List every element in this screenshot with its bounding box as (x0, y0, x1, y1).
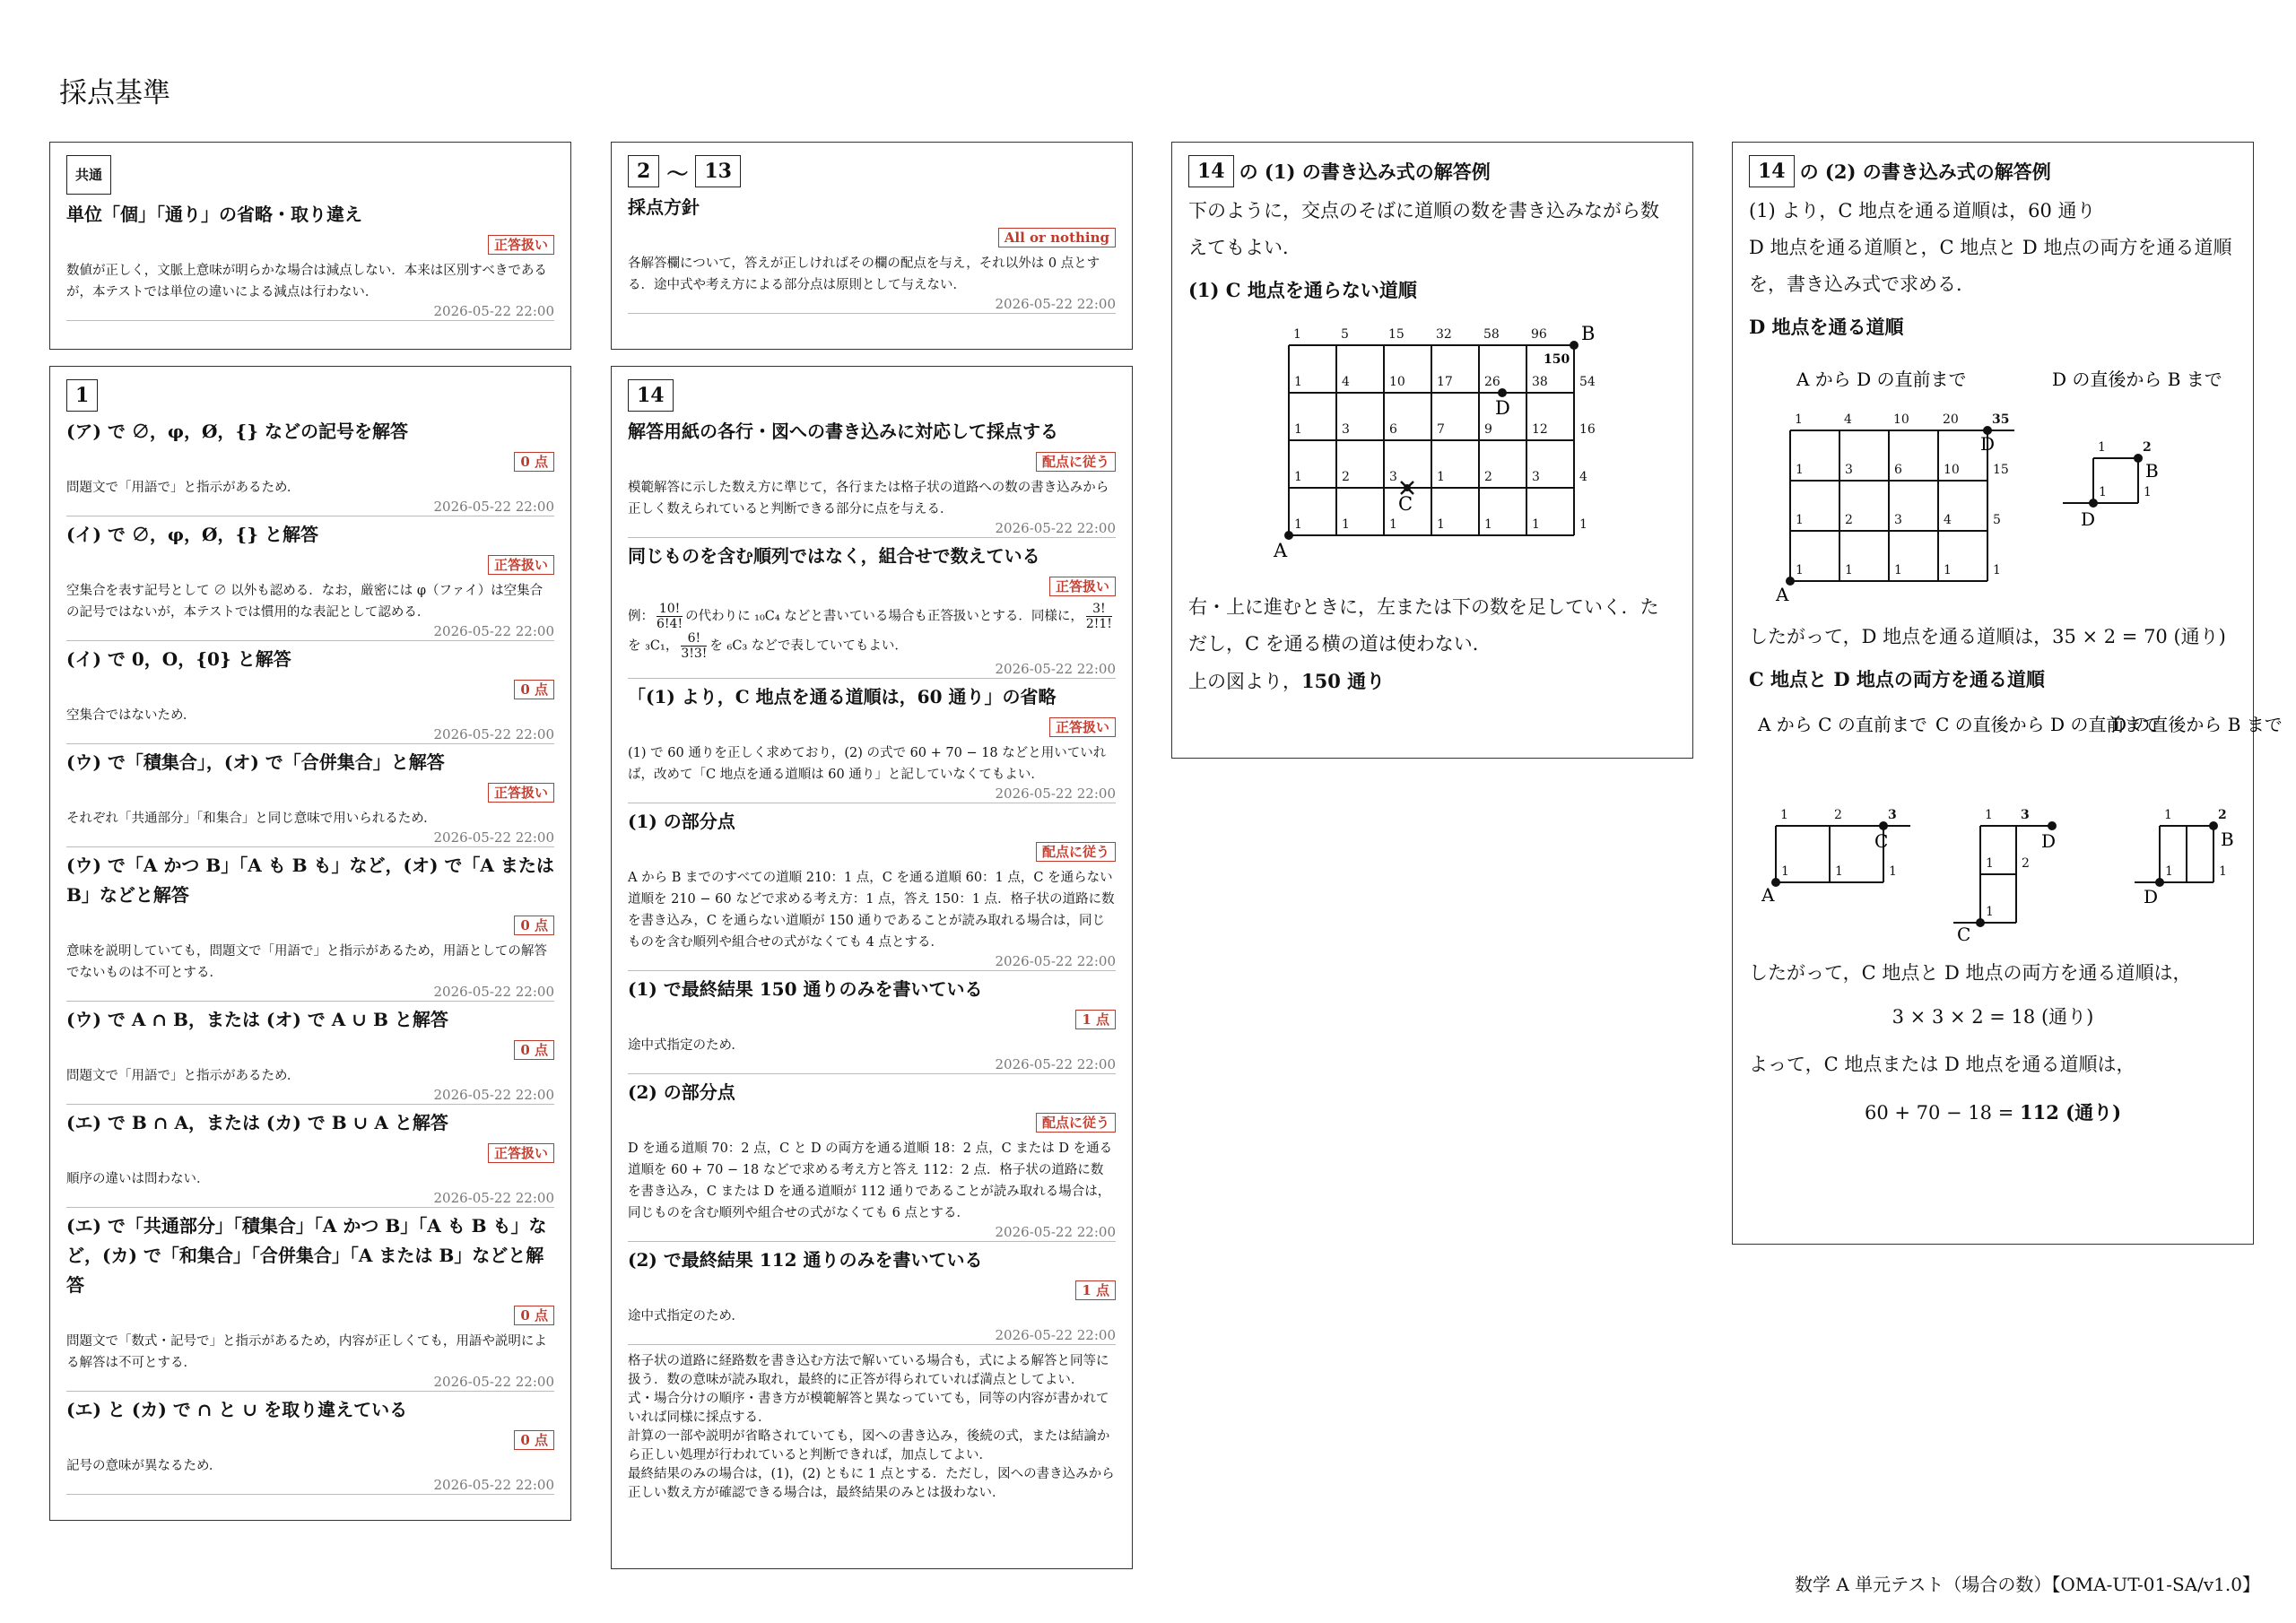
grid-value: 1 (1985, 808, 1993, 822)
caption: A から D の直前まで (1796, 369, 1967, 390)
fraction (681, 631, 707, 661)
question-number: 14 (628, 379, 674, 412)
range-card (611, 142, 1133, 350)
label-d: D (2041, 830, 2057, 852)
numerator: 3! (1086, 602, 1112, 617)
example-intro: 下のように，交点のそばに道順の数を書き込みながら数えてもよい． (1188, 200, 1659, 258)
grid-value: 2 (1834, 808, 1842, 822)
note-text: を ₃C₁， (628, 638, 679, 654)
badge-row (66, 555, 554, 575)
criterion-note: 空集合ではないため． (66, 708, 196, 723)
timestamp: 2026-05-22 22:00 (66, 499, 554, 516)
grid-value: 4 (1844, 412, 1852, 427)
example-result: したがって，C 地点と D 地点の両方を通る道順は， (1749, 962, 2192, 984)
status-badge: 配点に従う (1036, 842, 1116, 862)
question-number: 13 (695, 155, 741, 187)
label-a: A (1761, 884, 1775, 906)
footer-id: 数学 A 単元テスト（場合の数）【OMA-UT-01-SA/v1.0】 (1794, 1574, 2260, 1595)
criterion-title: (ウ) で「積集合」，(オ) で「合併集合」と解答 (66, 751, 445, 773)
grid-value: 1 (1986, 905, 1994, 919)
grid-diagram-cd (1749, 699, 2283, 945)
criterion-note: 空集合を表す記号として ∅ 以外も認める．なお，厳密には φ（ファイ）は空集合の記号ではないが，本テストでは慣用的な表記として認める． (66, 584, 544, 620)
criterion-title: (ウ) で「A かつ B」「A も B も」など，(オ) で「A または B」などと解答 (66, 855, 554, 906)
grid-value: 1 (1835, 864, 1843, 879)
criterion-title: (イ) で 0，O，{0} と解答 (66, 648, 291, 670)
criterion-title: (ウ) で A ∩ B，または (オ) で A ∪ B と解答 (66, 1009, 448, 1030)
q14-card (611, 366, 1133, 1569)
timestamp: 2026-05-22 22:00 (66, 303, 554, 321)
label-c: C (1957, 924, 1971, 945)
badge-row (66, 1143, 554, 1163)
criterion-note: 記号の意味が異なるため． (66, 1459, 222, 1473)
label-c: C (1398, 493, 1413, 515)
criterion-title: (エ) で B ∩ A，または (カ) で B ∪ A と解答 (66, 1112, 448, 1133)
range-note: 各解答欄について，答えが正しければその欄の配点を与え，それ以外は 0 点とする．途中式や考え方による部分点は原則として与えない． (628, 256, 1100, 292)
numerator: 10! (657, 602, 683, 617)
common-card (49, 142, 571, 350)
grid-value: 5 (1993, 513, 2001, 527)
criterion-title: 同じものを含む順列ではなく，組合せで数えている (628, 545, 1040, 567)
badge-row (628, 452, 1116, 472)
range-title: 採点方針 (628, 196, 700, 218)
timestamp: 2026-05-22 22:00 (66, 1190, 554, 1208)
timestamp: 2026-05-22 22:00 (628, 785, 1116, 803)
timestamp: 2026-05-22 22:00 (66, 1374, 554, 1392)
range-tilde: 〜 (666, 160, 689, 187)
example-result: したがって，D 地点を通る道順は，35 × 2 = 70 (通り) (1749, 626, 2226, 647)
grid-value: 4 (1944, 513, 1952, 527)
criterion-note: 意味を説明していても，問題文で「用語で」と指示があるため，用語としての解答でないものは不可とする． (66, 944, 547, 980)
grid-value: 1 (1389, 517, 1397, 532)
timestamp: 2026-05-22 22:00 (628, 1224, 1116, 1242)
denominator: 2!1! (1085, 617, 1112, 631)
grid-value: 1 (1579, 517, 1587, 532)
grid-value: 3 (1342, 422, 1350, 437)
grid-value: 15 (1388, 327, 1405, 342)
criterion-note: D を通る道順 70：2 点，C と D の両方を通る道順 18：2 点，C または D を通る道順を 60 + 70 − 18 などで求める考え方と答え 112：2 点．格子状の道路に数を書き込み，C または D を通る道順が 112 通りであることが読み取れる場合は，同じものを含む順列や組合せの式がなくても 6 点とする． (628, 1141, 1113, 1220)
badge-row (66, 1040, 554, 1060)
example-result: よって，C 地点または D 地点を通る道順は， (1749, 1054, 2135, 1075)
grid-value: 38 (1532, 375, 1548, 389)
grid-value: 1 (1437, 470, 1445, 484)
grid-value: 3 (1888, 808, 1897, 822)
grid-value: 10 (1893, 412, 1909, 427)
grid-value: 1 (2164, 808, 2172, 822)
numerator: 6! (681, 631, 707, 647)
criterion-title: (2) の部分点 (628, 1081, 735, 1103)
timestamp: 2026-05-22 22:00 (66, 623, 554, 641)
badge-row (628, 577, 1116, 596)
corner-value: 150 (1544, 352, 1570, 367)
grid-value: 1 (1796, 513, 1804, 527)
grid-value: 1 (1986, 856, 1994, 871)
status-badge: 正答扱い (488, 555, 554, 575)
point-b (1570, 341, 1578, 350)
example-subheading: C 地点と D 地点の両方を通る道順 (1749, 668, 2045, 690)
grid-value: 2 (1342, 470, 1350, 484)
timestamp: 2026-05-22 22:00 (628, 520, 1116, 538)
grid-value: 1 (1781, 864, 1789, 879)
grid-value: 1 (1293, 327, 1301, 342)
question-number: 14 (1188, 155, 1234, 187)
badge-row (628, 1113, 1116, 1133)
status-badge: 正答扱い (1049, 717, 1116, 737)
status-badge: 0 点 (514, 1430, 554, 1450)
point-c (1404, 484, 1411, 491)
example-subheading: D 地点を通る道順 (1749, 316, 1904, 338)
criterion-note: 順序の違いは問わない． (66, 1172, 210, 1186)
criterion-title: 解答用紙の各行・図への書き込みに対応して採点する (628, 421, 1058, 442)
grid-value: 9 (1484, 422, 1492, 437)
grid-value: 1 (2099, 485, 2107, 499)
q1-card (49, 366, 571, 1521)
label-d: D (1495, 397, 1510, 419)
example-1-card (1171, 142, 1693, 759)
criterion-note: それぞれ「共通部分」「和集合」と同じ意味で用いられるため． (66, 812, 437, 826)
label-b: B (2221, 829, 2234, 850)
grid-value: 1 (1294, 517, 1302, 532)
grid-value: 1 (1780, 808, 1788, 822)
criterion-note: 途中式指定のため． (628, 1038, 744, 1053)
grid-value: 2 (2022, 856, 2030, 871)
example-2-card (1732, 142, 2283, 1245)
criterion-note: 問題文で「用語で」と指示があるため． (66, 481, 300, 495)
example-heading: の (2) の書き込み式の解答例 (1799, 161, 2051, 183)
label-a: A (1274, 540, 1288, 561)
grid-value: 7 (1437, 422, 1445, 437)
grid-value: 1 (1944, 563, 1952, 577)
grid-value: 2 (2218, 808, 2227, 822)
criterion-title: (1) で最終結果 150 通りのみを書いている (628, 978, 983, 1000)
grid-value: 1 (1532, 517, 1540, 532)
status-badge: 0 点 (514, 1306, 554, 1325)
trailing-note: 式・場合分けの順序・書き方が模範解答と異なっていても，同等の内容が書かれていれば同様に採点する． (628, 1392, 1109, 1425)
timestamp: 2026-05-22 22:00 (66, 726, 554, 744)
criterion-title: 「(1) より，C 地点を通る道順は，60 通り」の省略 (628, 686, 1057, 707)
grid-value: 17 (1437, 375, 1453, 389)
trailing-note: 計算の一部や説明が省略されていても，図への書き込み，後続の式，または結論から正しい処理が行われていると判断できれば，加点してよい． (628, 1429, 1110, 1462)
grid-value: 58 (1483, 327, 1500, 342)
grid-value: 1 (1484, 517, 1492, 532)
timestamp: 2026-05-22 22:00 (66, 1477, 554, 1495)
caption: D の直後から B まで (2112, 714, 2283, 735)
common-note: 数値が正しく，文脈上意味が明らかな場合は減点しない．本来は区別すべきであるが，本テストでは単位の違いによる減点は行わない． (66, 264, 547, 299)
example-subheading: (1) C 地点を通らない道順 (1188, 279, 1417, 301)
badge-row (66, 1306, 554, 1325)
grid-value: 2 (1845, 513, 1853, 527)
criterion-note: A から B までのすべての道順 210：1 点，C を通る道順 60：1 点，C を通らない道順を 210 − 60 などで求める考え方：1 点，答え 150：1 点．格子状の道路に数を書き込み，C を通らない道順が 150 通りであることが読み取れる場合は，同じものを含む順列や組合せの式がなくても 4 点とする． (628, 871, 1115, 950)
grid-value: 2 (1484, 470, 1492, 484)
badge-row (628, 1010, 1116, 1029)
grid-value: 1 (1889, 864, 1897, 879)
trailing-note: 格子状の道路に経路数を書き込む方法で解いている場合も，式による解答と同等に扱う．数の意味が読み取れ，最終的に正答が得られていれば満点としてよい． (628, 1354, 1109, 1387)
question-number: 14 (1749, 155, 1795, 187)
criterion-note (628, 602, 1116, 661)
criterion-title: (ア) で ∅，φ，Ø，{} などの記号を解答 (66, 421, 409, 442)
grid-value: 3 (1894, 513, 1902, 527)
badge-row (66, 1430, 554, 1450)
example-result: 上の図より，150 通り (1188, 670, 1386, 692)
grid-diagram-d (1749, 346, 2239, 605)
note-text: を ₆C₃ などで表していてもよい． (709, 638, 908, 654)
grid-value: 1 (1845, 563, 1853, 577)
caption: A から C の直前まで (1758, 714, 1927, 735)
question-number: 1 (66, 379, 98, 412)
fraction (1086, 602, 1112, 631)
grid-value: 1 (2219, 864, 2227, 879)
status-badge: 配点に従う (1036, 1113, 1116, 1133)
grid-value: 54 (1579, 375, 1596, 389)
grid-value: 3 (1845, 463, 1853, 477)
grid-value: 1 (1795, 412, 1803, 427)
grid-value: 26 (1484, 375, 1500, 389)
grid-value: 3 (2021, 808, 2030, 822)
caption: D の直後から B まで (2052, 369, 2222, 390)
status-badge: 1 点 (1075, 1010, 1116, 1029)
label-b: B (1581, 323, 1596, 344)
criterion-note: 途中式指定のため． (628, 1309, 744, 1324)
grid-value: 4 (1342, 375, 1350, 389)
grid-value: 15 (1993, 463, 2009, 477)
status-badge: 正答扱い (1049, 577, 1116, 596)
grid-value: 1 (1894, 563, 1902, 577)
point-d (1498, 388, 1507, 397)
common-title: 単位「個」「通り」の省略・取り違え (66, 204, 362, 225)
grid-value: 10 (1389, 375, 1405, 389)
grid-value: 1 (1796, 463, 1804, 477)
grid-diagram-1 (1188, 309, 1678, 578)
grid-value: 20 (1943, 412, 1959, 427)
grid-value: 1 (1342, 517, 1350, 532)
criterion-title: (エ) と (カ) で ∩ と ∪ を取り違えている (66, 1399, 408, 1420)
status-badge: 正答扱い (488, 235, 554, 255)
grid-value: 1 (1294, 422, 1302, 437)
badge-row (66, 916, 554, 935)
question-number: 2 (628, 155, 659, 187)
criterion-note: 模範解答に示した数え方に準じて，各行または格子状の道路への数の書き込みから正しく数えられていると判断できる部分に点を与える． (628, 481, 1109, 516)
status-badge: 1 点 (1075, 1280, 1116, 1300)
timestamp: 2026-05-22 22:00 (66, 1087, 554, 1105)
label-c: C (1874, 830, 1889, 852)
trailing-note: 最終結果のみの場合は，(1)，(2) ともに 1 点とする．ただし，図への書き込みから正しい数え方が確認できる場合は，最終結果のみとは扱わない． (628, 1467, 1115, 1500)
status-badge: All or nothing (998, 228, 1116, 247)
status-badge: 0 点 (514, 916, 554, 935)
label-d: D (2081, 508, 2096, 530)
timestamp: 2026-05-22 22:00 (66, 984, 554, 1002)
page-title: 採点基準 (59, 77, 170, 109)
grid-value: 96 (1531, 327, 1547, 342)
badge-row (66, 452, 554, 472)
example-heading: の (1) の書き込み式の解答例 (1239, 161, 1491, 183)
grid-value: 6 (1389, 422, 1397, 437)
grid-value: 1 (1993, 563, 2001, 577)
timestamp: 2026-05-22 22:00 (628, 1327, 1116, 1345)
grid-value: 1 (1294, 470, 1302, 484)
example-explanation: 右・上に進むときに，左または下の数を足していく．ただし，C を通る横の道は使わない． (1188, 596, 1659, 655)
grid-value: 10 (1944, 463, 1960, 477)
label-a: A (1776, 584, 1789, 605)
label-b: B (2145, 460, 2159, 482)
badge-row (66, 680, 554, 699)
note-text: の代わりに ₁₀C₄ などと書いている場合も正答扱いとする．同様に， (685, 609, 1083, 624)
grid-value: 1 (2098, 440, 2106, 455)
status-badge: 0 点 (514, 1040, 554, 1060)
common-tag: 共通 (66, 155, 111, 195)
grid-value: 1 (1437, 517, 1445, 532)
grid-value: 1 (1796, 563, 1804, 577)
grid-value: 4 (1579, 470, 1587, 484)
badge-row (66, 783, 554, 803)
grid-value: 1 (1294, 375, 1302, 389)
example-equation: 60 + 70 − 18 = 112 (通り) (1864, 1101, 2122, 1124)
criterion-title: (イ) で ∅，φ，Ø，{} と解答 (66, 524, 319, 545)
grid-value: 12 (1532, 422, 1548, 437)
grid-value: 32 (1436, 327, 1452, 342)
grid-value: 6 (1894, 463, 1902, 477)
grid-value: 5 (1341, 327, 1349, 342)
status-badge: 正答扱い (488, 783, 554, 803)
timestamp: 2026-05-22 22:00 (66, 829, 554, 847)
grid-value: 35 (1992, 412, 2010, 427)
timestamp: 2026-05-22 22:00 (628, 296, 1116, 314)
criterion-note: 問題文で「数式・記号で」と指示があるため，内容が正しくても，用語や説明による解答は不可とする． (66, 1334, 547, 1370)
example-equation: 3 × 3 × 2 = 18 (通り) (1892, 1006, 2094, 1028)
grid-value: 16 (1579, 422, 1596, 437)
timestamp: 2026-05-22 22:00 (628, 1056, 1116, 1074)
criterion-note: (1) で 60 通りを正しく求めており，(2) の式で 60 + 70 − 18 などと用いていれば，改めて「C 地点を通る道順は 60 通り」と記していなくてもよい． (628, 746, 1107, 782)
note-text: 例： (628, 609, 654, 624)
badge-row (628, 1280, 1116, 1300)
denominator: 6!4! (657, 617, 683, 631)
example-text: D 地点を通る道順と，C 地点と D 地点の両方を通る道順を，書き込み式で求める． (1749, 237, 2232, 295)
label-d: D (1980, 433, 1996, 455)
timestamp: 2026-05-22 22:00 (628, 661, 1116, 679)
grid-value: 3 (1532, 470, 1540, 484)
badge-row (628, 717, 1116, 737)
point-a (1284, 531, 1293, 540)
criterion-title: (1) の部分点 (628, 811, 735, 832)
grid-value: 2 (2143, 440, 2152, 455)
status-badge: 0 点 (514, 452, 554, 472)
example-text: (1) より，C 地点を通る道順は，60 通り (1749, 200, 2096, 221)
status-badge: 配点に従う (1036, 452, 1116, 472)
criterion-title: (エ) で「共通部分」「積集合」「A かつ B」「A も B も」など，(カ) で「和集合」「合併集合」「A または B」などと解答 (66, 1215, 547, 1296)
fraction (657, 602, 683, 631)
grid-value: 3 (1389, 470, 1397, 484)
label-d: D (2144, 886, 2159, 907)
criterion-note: 問題文で「用語で」と指示があるため． (66, 1069, 300, 1083)
timestamp: 2026-05-22 22:00 (628, 953, 1116, 971)
criterion-title: (2) で最終結果 112 通りのみを書いている (628, 1249, 983, 1271)
grid-value: 1 (2144, 485, 2152, 499)
status-badge: 0 点 (514, 680, 554, 699)
badge-row (628, 842, 1116, 862)
grid-value: 1 (2165, 864, 2173, 879)
status-badge: 正答扱い (488, 1143, 554, 1163)
denominator: 3!3! (681, 647, 708, 661)
caption: C の直後から D の直前まで (1935, 714, 2161, 735)
